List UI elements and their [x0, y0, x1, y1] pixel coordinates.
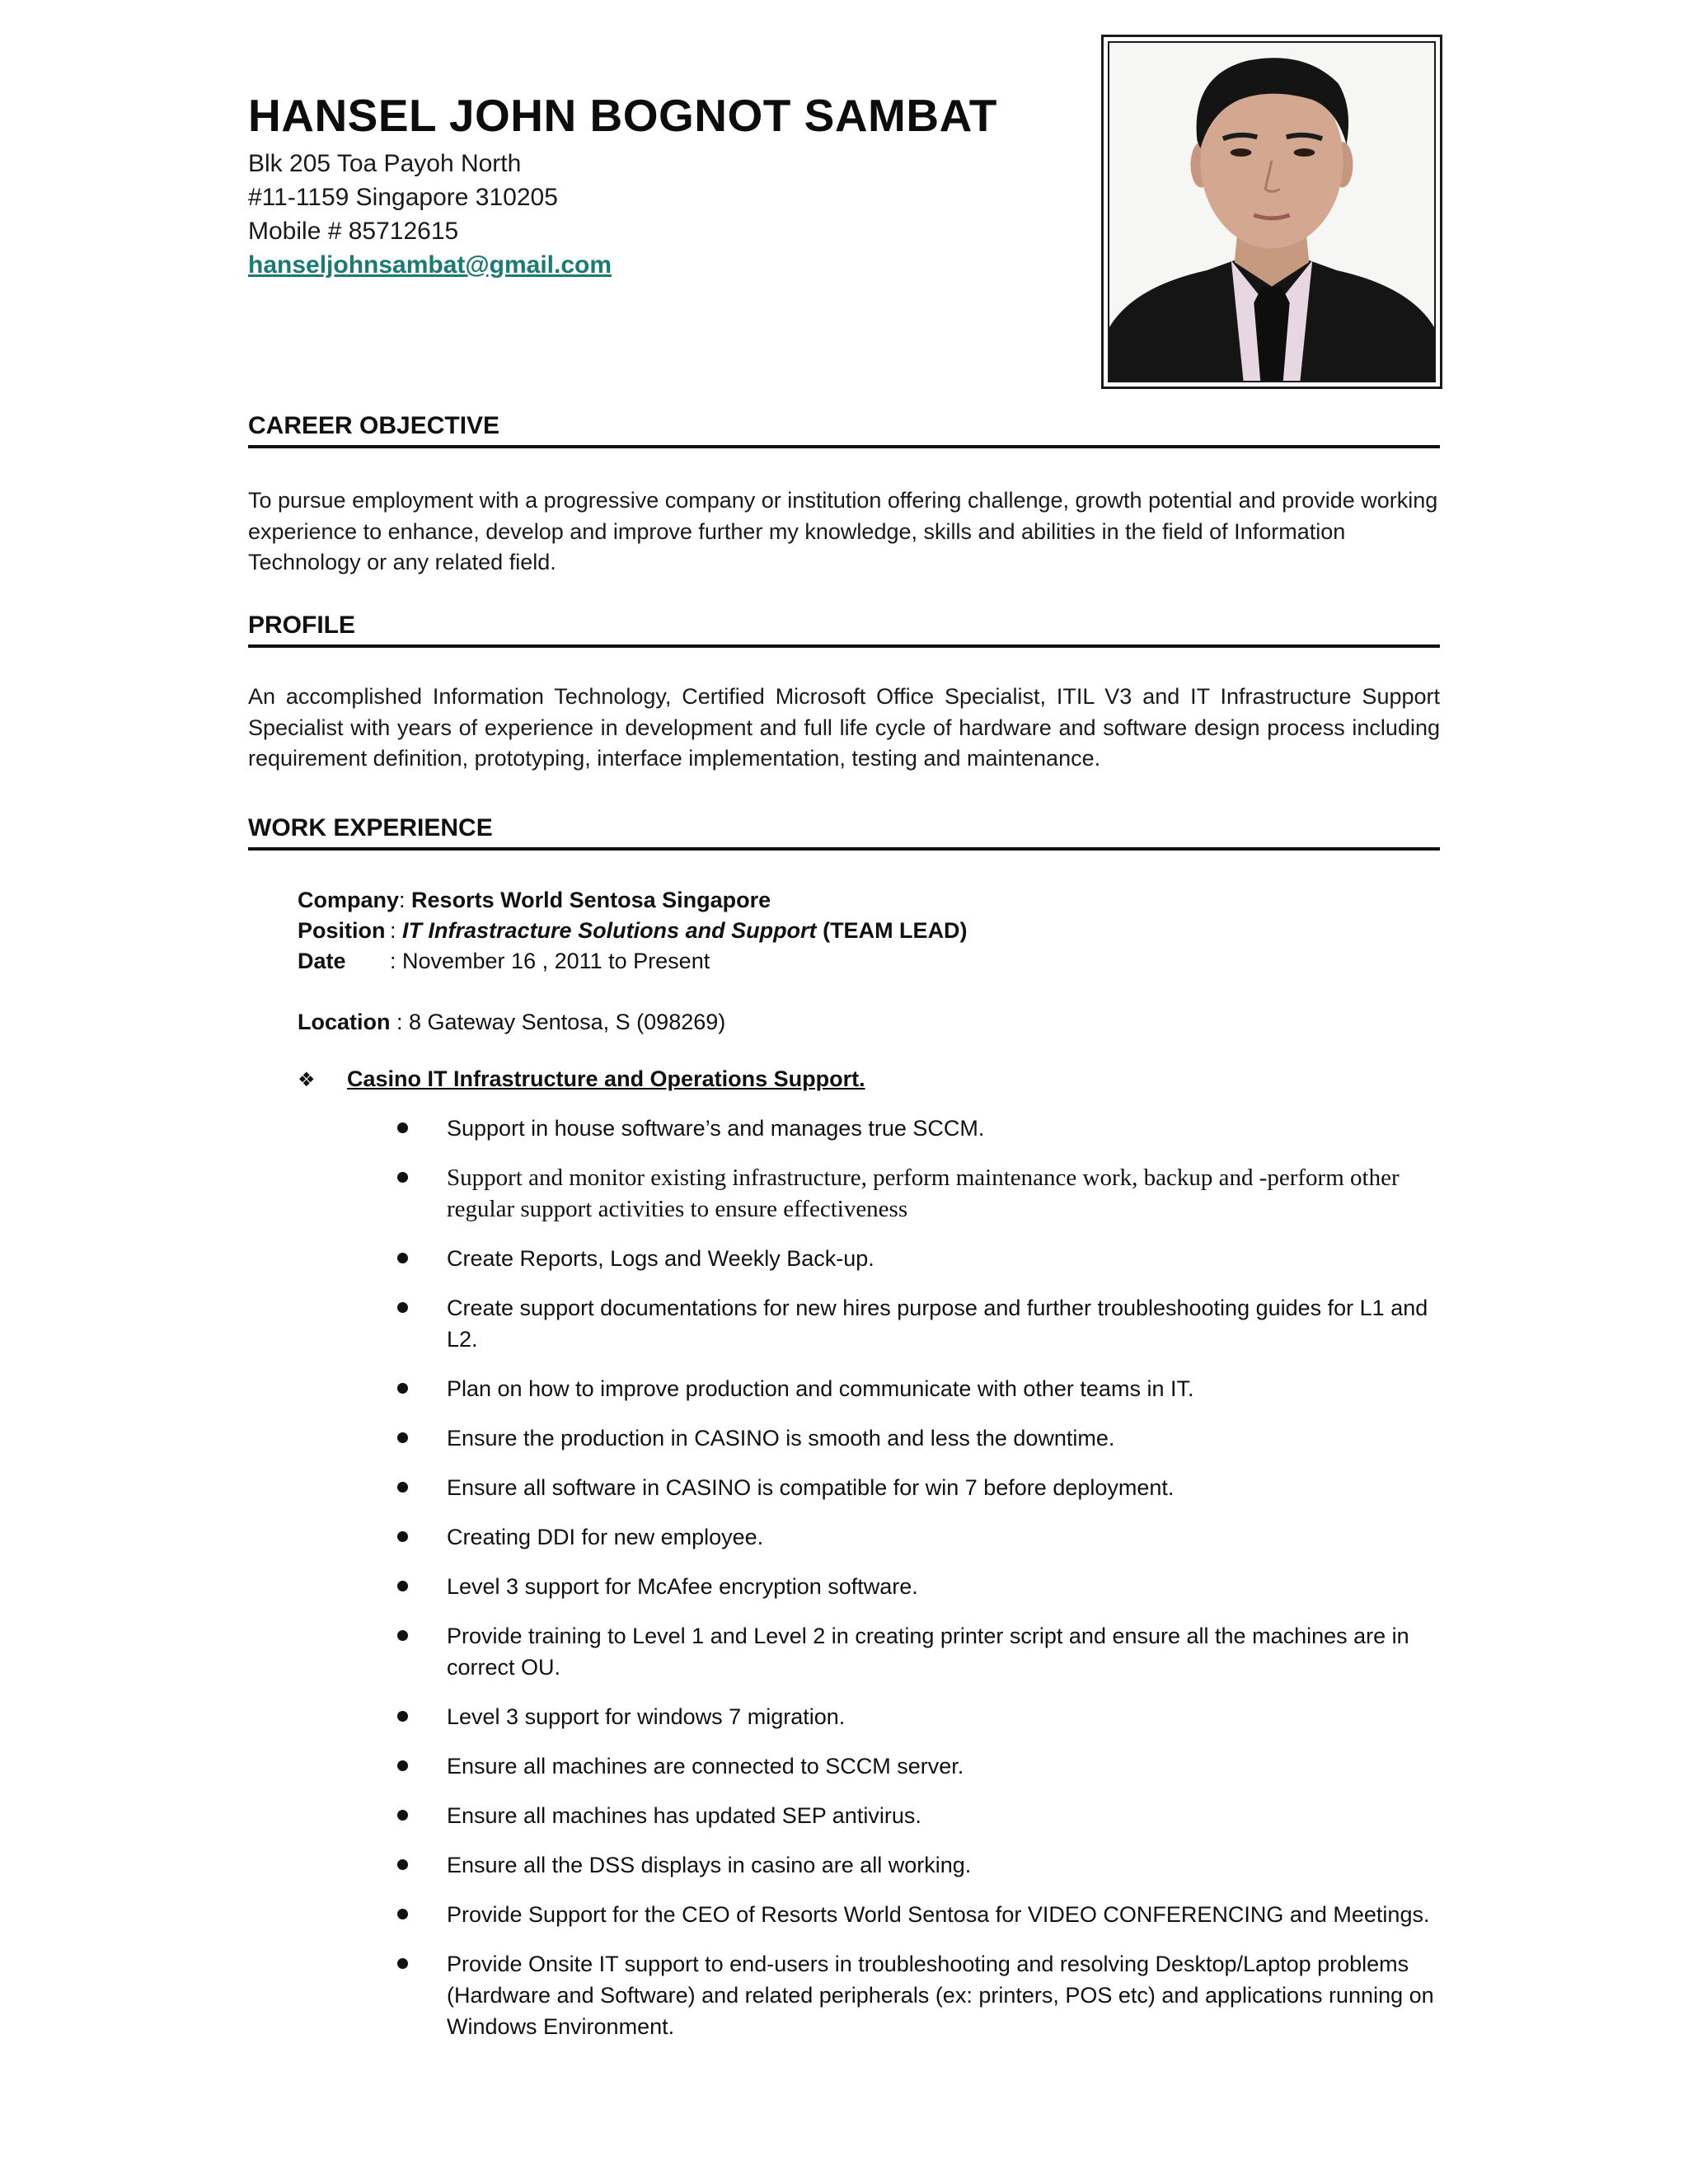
- diamond-bullet-icon: ❖: [298, 1069, 316, 1091]
- list-item: Provide Support for the CEO of Resorts World Sentosa for VIDEO CONFERENCING and Meetings.: [396, 1899, 1442, 1930]
- mobile-number: Mobile # 85712615: [248, 218, 459, 245]
- position-suffix: (TEAM LEAD): [823, 918, 968, 943]
- location-label: Location: [298, 1010, 391, 1034]
- address-line-1: Blk 205 Toa Payoh North: [248, 150, 522, 177]
- position-title: IT Infrastracture Solutions and Support: [402, 918, 817, 943]
- list-item: Ensure all software in CASINO is compatible for win 7 before deployment.: [396, 1472, 1442, 1503]
- career-objective-text: To pursue employment with a progressive company or institution offering challenge, growth potential and provide working experience to enhance, develop and improve further my knowledge, skills and abilities in the field of Information Technology or any related field.: [248, 488, 1438, 574]
- duties-subheading: [298, 1066, 865, 1092]
- profile-photo: [1108, 41, 1436, 382]
- address-line-2: #11-1159 Singapore 310205: [248, 184, 558, 211]
- duties-list: [396, 1113, 1442, 2060]
- list-item: Ensure all the DSS displays in casino are all working.: [396, 1849, 1442, 1881]
- list-item: Create Reports, Logs and Weekly Back-up.: [396, 1243, 1442, 1274]
- date-label: Date: [298, 949, 346, 973]
- location-value: : 8 Gateway Sentosa, S (098269): [396, 1010, 726, 1034]
- list-item: Ensure the production in CASINO is smooth and less the downtime.: [396, 1422, 1442, 1454]
- list-item: Ensure all machines has updated SEP antivirus.: [396, 1800, 1442, 1831]
- list-item: Create support documentations for new hires purpose and further troubleshooting guides for L1 and L2.: [396, 1292, 1442, 1355]
- applicant-name: HANSEL JOHN BOGNOT SAMBAT: [248, 90, 997, 141]
- list-item: Support in house software’s and manages true SCCM.: [396, 1113, 1442, 1144]
- location-row: [298, 1007, 968, 1038]
- company-label: Company: [298, 888, 400, 912]
- employment-date: : November 16 , 2011 to Present: [390, 949, 710, 973]
- position-row: Position : IT Infrastracture Solutions and Support (TEAM LEAD): [298, 916, 968, 946]
- person-portrait-icon: [1109, 43, 1434, 381]
- company-name: Resorts World Sentosa Singapore: [411, 888, 771, 912]
- contact-block: [248, 147, 612, 282]
- work-experience-heading: WORK EXPERIENCE: [248, 814, 1440, 851]
- job-details: [298, 885, 968, 1038]
- profile-heading: PROFILE: [248, 612, 1440, 648]
- profile-text: An accomplished Information Technology, Certified Microsoft Office Specialist, ITIL V3 and IT Infrastructure Support Specialist with years of experience in development and full life cycle of hardware and software design process including requirement definition, prototyping, interface implementation, testing and maintenance.: [248, 684, 1440, 771]
- list-item: Level 3 support for windows 7 migration.: [396, 1701, 1442, 1732]
- career-objective-heading: CAREER OBJECTIVE: [248, 412, 1440, 448]
- list-item: Creating DDI for new employee.: [396, 1521, 1442, 1553]
- list-item: Level 3 support for McAfee encryption software.: [396, 1571, 1442, 1602]
- date-row: [298, 946, 968, 977]
- profile-photo-frame: [1101, 35, 1442, 389]
- list-item: Support and monitor existing infrastructure, perform maintenance work, backup and -perform other regular support activities to ensure effectiveness: [396, 1162, 1442, 1225]
- list-item: Plan on how to improve production and communicate with other teams in IT.: [396, 1373, 1442, 1404]
- list-item: Ensure all machines are connected to SCCM server.: [396, 1750, 1442, 1782]
- duties-subheading-text: Casino IT Infrastructure and Operations Support.: [347, 1066, 865, 1091]
- company-row: Company: Resorts World Sentosa Singapore: [298, 888, 771, 912]
- email-link[interactable]: hanseljohnsambat@gmail.com: [248, 251, 612, 279]
- list-item: Provide training to Level 1 and Level 2 in creating printer script and ensure all the machines are in correct OU.: [396, 1620, 1442, 1683]
- list-item: Provide Onsite IT support to end-users in troubleshooting and resolving Desktop/Laptop problems (Hardware and Software) and related peripherals (ex: printers, POS etc) and applications running on Windows Environment.: [396, 1948, 1442, 2042]
- position-label: Position: [298, 918, 386, 943]
